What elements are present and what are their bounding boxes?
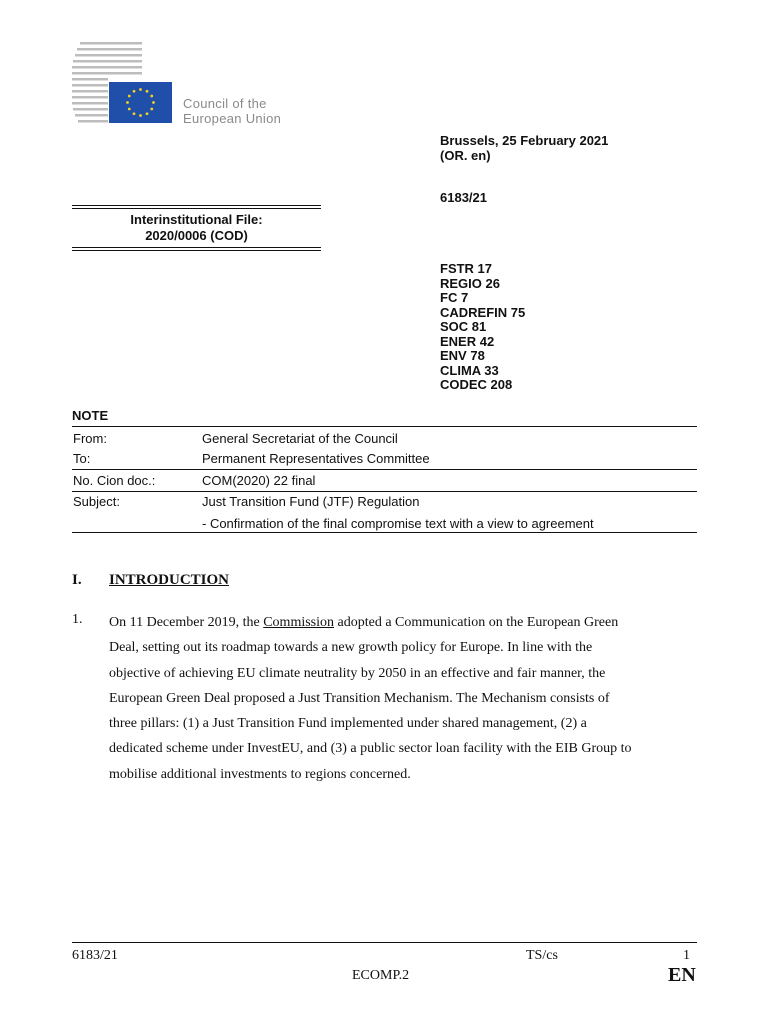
code-item: CLIMA 33 [440,362,499,378]
cion-doc-value: COM(2020) 22 final [202,473,316,488]
code-item: CODEC 208 [440,377,513,392]
cion-doc-label: No. Cion doc.: [73,473,156,488]
paragraph-line: three pillars: (1) a Just Transition Fund implemented under shared management, (2) a [109,716,587,732]
interinstitutional-reference: 2020/0006 (COD) [145,228,248,243]
from-label: From: [73,431,107,446]
eu-star-icon [139,88,142,91]
section-title: INTRODUCTION [109,572,230,588]
text-run: adopted a Communication on the European Green [334,615,619,630]
code-item: SOC 81 [440,319,487,334]
code-item: ENV 78 [440,348,485,363]
original-language: (OR. en) [440,148,491,163]
interinstitutional-file-box [72,205,321,251]
place-date-block [440,133,608,163]
footer-language: EN [668,964,696,986]
paragraph-line [109,610,709,635]
eu-star-icon [152,101,155,104]
eu-star-icon [126,101,129,104]
table-rule [72,426,697,427]
eu-star-icon [146,90,149,93]
footer-page-number: 1 [683,948,690,963]
from-value: General Secretariat of the Council [202,431,398,446]
table-rule [72,532,697,533]
code-item: REGIO 26 [440,275,500,291]
place-date: Brussels, 25 February 2021 [440,133,609,148]
code-item: ENER 42 [440,333,495,349]
paragraph-line: Deal, setting out its roadmap towards a new growth policy for Europe. In line with the [109,640,593,656]
double-rule-bottom [72,247,321,251]
subject-label: Subject: [73,494,120,509]
paragraph-line: dedicated scheme under InvestEU, and (3) a public sector loan facility with the EIB Group to [109,741,632,757]
paragraph-text [109,610,709,787]
subject-value-line2: - Confirmation of the final compromise text with a view to agreement [202,516,594,531]
to-label: To: [73,451,91,466]
commission-link[interactable]: Commission [263,615,335,630]
eu-star-icon [133,112,136,115]
footer-rule [72,942,697,943]
note-title: NOTE [72,408,109,423]
eu-star-icon [133,90,136,93]
interinstitutional-label: Interinstitutional File: [130,212,263,227]
eu-star-icon [139,114,142,117]
organisation-name [183,96,281,126]
org-name-line1: Council of the [183,96,267,111]
council-emblem-icon [72,40,182,128]
footer-document-number: 6183/21 [72,948,118,963]
paragraph-line: European Green Deal proposed a Just Transition Mechanism. The Mechanism consists of [109,690,610,706]
document-number: 6183/21 [440,190,487,205]
subject-value: Just Transition Fund (JTF) Regulation [202,494,420,509]
eu-star-icon [146,112,149,115]
eu-star-icon [150,108,153,111]
code-item: FC 7 [440,290,469,305]
code-item: FSTR 17 [440,261,493,276]
paragraph-number: 1. [72,612,83,627]
table-rule [72,491,697,492]
footer-initials: TS/cs [526,948,558,963]
table-rule [72,469,697,470]
paragraph-line: mobilise additional investments to regions concerned. [109,766,411,782]
to-value: Permanent Representatives Committee [202,451,430,466]
section-number: I. [72,572,82,588]
classification-codes [440,262,525,393]
interinstitutional-file [72,209,321,247]
paragraph-line: objective of achieving EU climate neutrality by 2050 in an effective and fair manner, the [109,665,606,681]
council-logo [72,40,182,128]
eu-star-icon [150,95,153,98]
footer-directorate: ECOMP.2 [352,968,410,983]
text-run: On 11 December 2019, the [109,615,264,630]
eu-star-icon [128,108,131,111]
code-item: CADREFIN 75 [440,304,526,320]
org-name-line2: European Union [183,111,282,126]
eu-star-icon [128,95,131,98]
